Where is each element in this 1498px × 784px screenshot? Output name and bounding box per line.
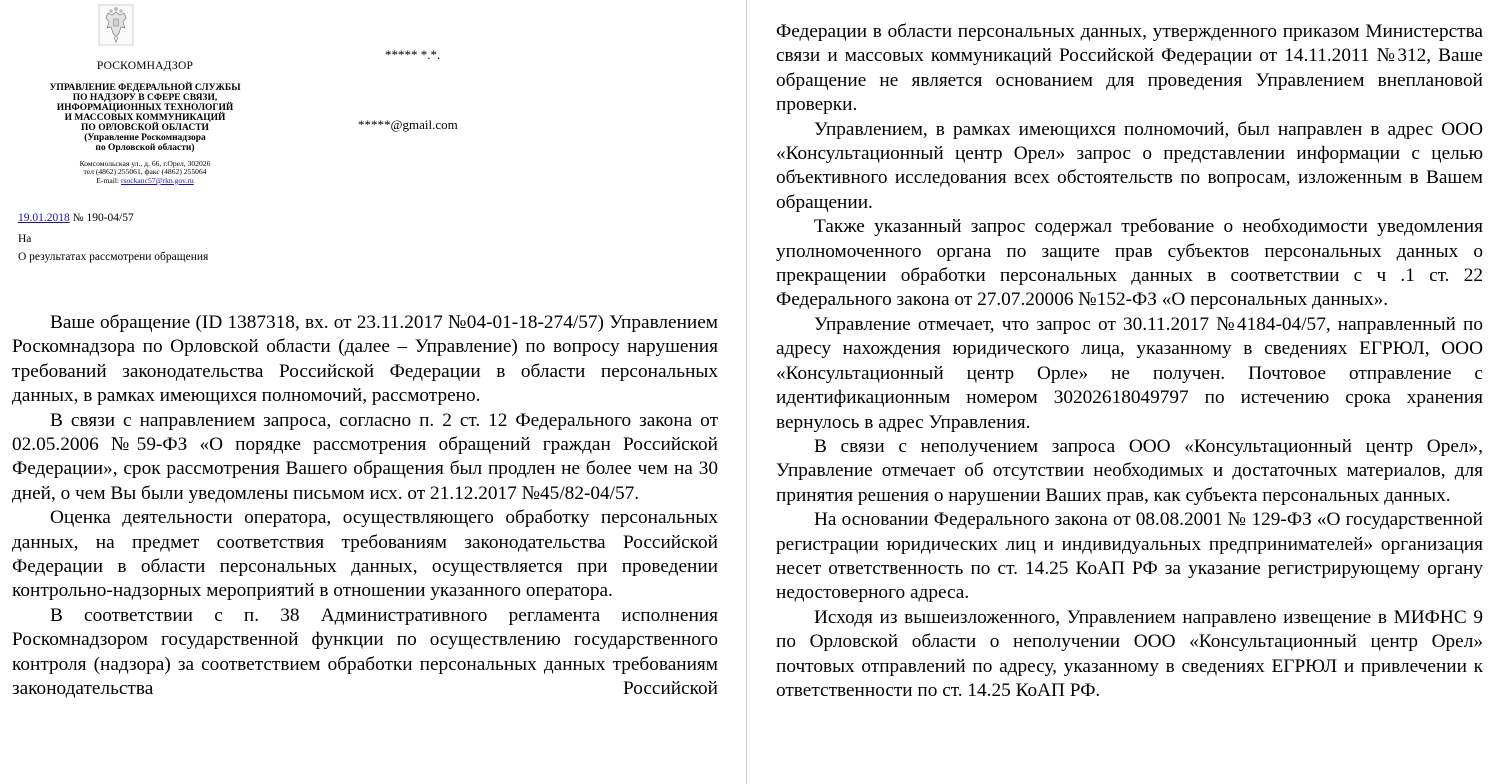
org-name: РОСКОМНАДЗОР (96, 60, 194, 72)
phone-fax: тел (4862) 255061, факс (4862) 255064 (83, 167, 207, 177)
department-short-line: по Орловской области) (95, 142, 195, 153)
postal-address: Комсомольская ул., д. 66, г.Орел, 302026 (79, 158, 211, 168)
recipient-name: ***** *.*. (385, 47, 441, 62)
recipient-email: *****@gmail.com (358, 117, 458, 132)
body-paragraph: Управление отмечает, что запрос от 30.11.2017 №4184-04/57, направленный по адресу нахождения юридического лица, указанному в сведениях ЕГРЮЛ, ООО «Консультационный центр Орле» не получен. Почтовое отправление с идентификационным номером 30202618049797 по истечению срока хранения вернулось в адрес Управления. (776, 313, 1483, 433)
body-paragraph: Ваше обращение (ID 1387318, вх. от 23.11.2017 №04-01-18-274/57) Управлением Роскомнадзора по Орловской области (далее – Управление) по вопросу нарушения требований законодательства Российской Федерации в области персональных данных, в рамках имеющихся полномочий, рассмотрено. (12, 312, 718, 407)
department-short-name (14, 134, 276, 154)
registration-line (18, 212, 134, 224)
body-paragraph: Оценка деятельности оператора, осуществляющего обработку персональных данных, на предмет соответствия требованиям законодательства Российской Федерации в области персональных данных, осуществляется при проведении контрольно-надзорных мероприятий в отношении указанного оператора. (12, 507, 718, 602)
department-line: УПРАВЛЕНИЕ ФЕДЕРАЛЬНОЙ СЛУЖБЫ (49, 83, 241, 94)
email-line (14, 177, 276, 186)
coat-of-arms-icon (98, 4, 134, 46)
body-paragraph: В связи с неполучением запроса ООО «Консультационный центр Орел», Управление отмечает об отсутствии необходимых и достаточных материалов, для принятия решения о нарушении Ваших прав, как субъекта персональных данных. (776, 435, 1483, 506)
letter-body-left (12, 311, 718, 784)
letterhead (14, 60, 276, 185)
letter-subject: О результатах рассмотрени обращения (18, 251, 209, 263)
contact-info (14, 160, 276, 186)
department-line: ПО ОРЛОВСКОЙ ОБЛАСТИ (81, 122, 209, 133)
body-paragraph: В связи с направлением запроса, согласно п. 2 ст. 12 Федерального закона от 02.05.2006 №59-ФЗ «О порядке рассмотрения обращений граждан Российской Федерации», срок рассмотрения Вашего обращения был продлен не более чем на 30 дней, о чем Вы были уведомлены письмом исх. от 21.12.2017 №45/82-04/57. (12, 409, 718, 504)
department-name (14, 84, 276, 134)
letter-body-right (776, 20, 1483, 784)
body-paragraph: В соответствии с п. 38 Административного регламента исполнения Роскомнадзором государственной функции по осуществлению государственного контроля (надзора) за соответствием обработки персональных данных требованиям законодательства Российской (12, 604, 718, 700)
department-line: ИНФОРМАЦИОННЫХ ТЕХНОЛОГИЙ (56, 103, 234, 113)
body-paragraph-continuation: Федерации в области персональных данных, утвержденного приказом Министерства связи и массовых коммуникаций Российской Федерации от 14.11.2011 №312, Ваше обращение не является основанием для проведения Управлением внеплановой проверки. (776, 21, 1483, 116)
email-label: E-mail: (96, 175, 120, 185)
body-paragraph: Также указанный запрос содержал требование о необходимости уведомления уполномоченного органа по защите прав субъектов персональных данных о прекращении обработки персональных данных в соответствии с ч .1 ст. 22 Федерального закона от 27.07.20006 №152-ФЗ «О персональных данных». (776, 216, 1483, 311)
department-line: ПО НАДЗОРУ В СФЕРЕ СВЯЗИ, (72, 93, 218, 104)
department-line: И МАССОВЫХ КОММУНИКАЦИЙ (64, 112, 226, 123)
department-short-line: (Управление Роскомнадзора (84, 132, 206, 143)
reference-label: На (18, 233, 32, 245)
email-link[interactable]: rsockanc57@rkn.gov.ru (120, 175, 194, 185)
body-paragraph: На основании Федерального закона от 08.08.2001 № 129-ФЗ «О государственной регистрации юридических лиц и индивидуальных предпринимателей» организация несет ответственность по ст. 14.25 КоАП РФ за указание регистрирующему органу недостоверного адреса. (776, 509, 1483, 604)
body-paragraph: Управлением, в рамках имеющихся полномочий, был направлен в адрес ООО «Консультационный центр Орел» запрос о представлении информации с целью объективного исследования всех обстоятельств по вопросам, изложенным в Вашем обращении. (776, 118, 1483, 213)
body-paragraph: Исходя из вышеизложенного, Управлением направлено извещение в МИФНС 9 по Орловской области о неполучении ООО «Консультационный центр Орел» почтовых отправлений по адресу, указанному в сведениях ЕГРЮЛ и привлечении к ответственности по ст. 14.25 КоАП РФ. (776, 606, 1483, 701)
document-page-left (0, 0, 747, 784)
letter-date[interactable]: 19.01.2018 (18, 212, 70, 224)
letter-number: № 190-04/57 (72, 212, 134, 224)
